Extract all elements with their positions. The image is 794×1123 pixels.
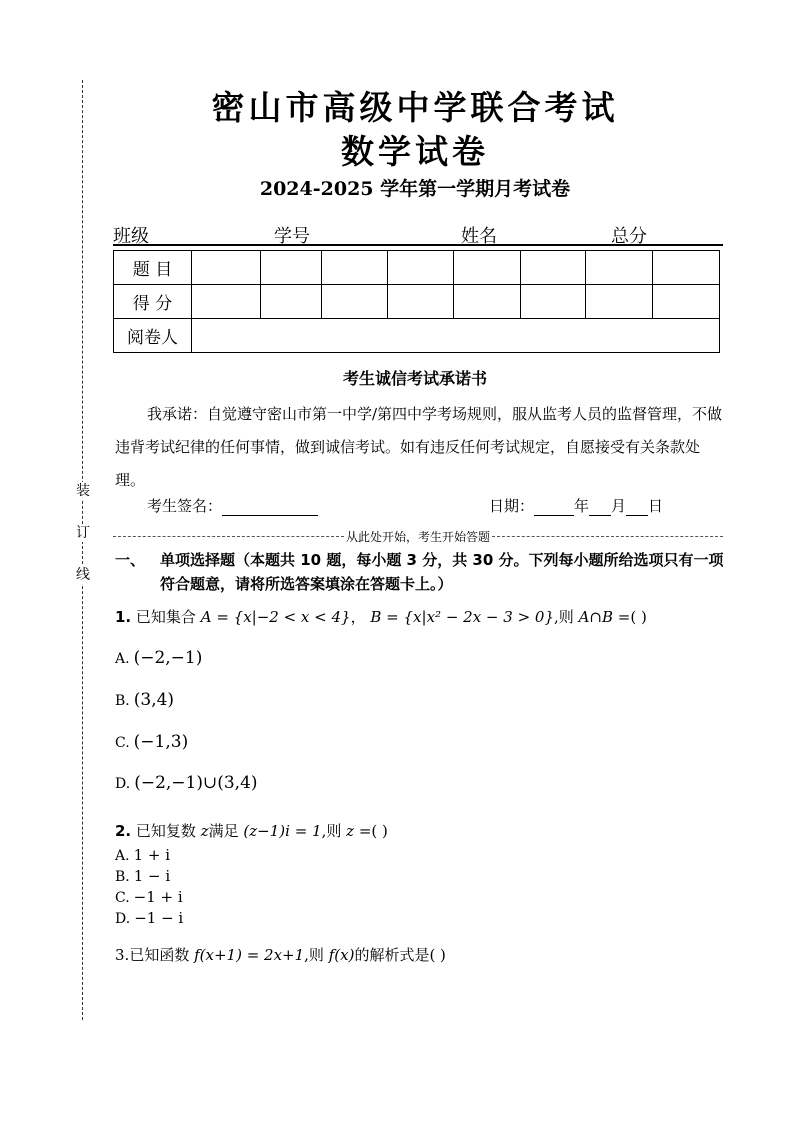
question-3 bbox=[115, 944, 446, 965]
signature-field bbox=[147, 495, 318, 516]
option-label: A. bbox=[115, 848, 130, 864]
grader-cell bbox=[192, 319, 720, 353]
year-blank bbox=[534, 499, 574, 516]
name-label: 姓名 bbox=[461, 226, 497, 247]
question-2 bbox=[115, 820, 388, 841]
score-cell bbox=[586, 285, 653, 319]
function-fx: f(x) bbox=[328, 946, 355, 964]
option-label: C. bbox=[115, 735, 130, 751]
option-value: −1 − i bbox=[134, 909, 184, 927]
question-stem-mid: 满足 bbox=[208, 822, 239, 840]
question-stem-post: ,则 bbox=[304, 946, 324, 964]
answer-paren: ( ) bbox=[630, 608, 647, 626]
total-score-label: 总分 bbox=[611, 226, 647, 247]
month-label: 月 bbox=[611, 497, 627, 515]
binding-dashed-line bbox=[82, 80, 83, 1020]
question-stem: 已知函数 bbox=[129, 946, 190, 964]
option-a[interactable] bbox=[115, 648, 202, 668]
option-label: A. bbox=[115, 651, 130, 667]
section-instructions: 单项选择题（本题共 10 题，每小题 3 分，共 30 分。下列每小题所给选项只有一项符合题意，请将所选答案填涂在答题卡上。） bbox=[160, 551, 724, 593]
separator: ， bbox=[350, 608, 366, 626]
month-blank bbox=[589, 499, 611, 516]
question-stem-post: ,则 bbox=[321, 822, 342, 840]
option-b[interactable] bbox=[115, 690, 174, 710]
option-label: D. bbox=[115, 776, 131, 792]
binding-char-zhuang: 装 bbox=[76, 483, 90, 499]
score-cell bbox=[521, 285, 586, 319]
score-cell bbox=[454, 285, 521, 319]
score-cell bbox=[653, 251, 720, 285]
option-d[interactable] bbox=[115, 773, 258, 793]
option-label: D. bbox=[115, 911, 131, 927]
score-cell bbox=[261, 285, 322, 319]
row-label-question: 题 目 bbox=[114, 251, 192, 285]
score-cell bbox=[322, 285, 388, 319]
exam-subtitle: 2024-2025 学年第一学期月考试卷 bbox=[259, 178, 571, 200]
option-value: (−2,−1)∪(3,4) bbox=[134, 773, 258, 793]
option-value: 1 + i bbox=[133, 846, 171, 864]
score-cell bbox=[388, 251, 454, 285]
variable-z: z bbox=[200, 822, 209, 840]
function-equation: f(x+1) = 2x+1 bbox=[194, 946, 305, 964]
day-blank bbox=[626, 499, 648, 516]
score-table-row bbox=[114, 251, 720, 285]
score-table-row bbox=[114, 319, 720, 353]
student-id-label: 学号 bbox=[274, 226, 310, 247]
section-number: 一、 bbox=[115, 551, 146, 569]
date-field bbox=[489, 495, 663, 516]
row-label-score: 得 分 bbox=[114, 285, 192, 319]
score-cell bbox=[521, 251, 586, 285]
divider-dash-right bbox=[492, 536, 723, 537]
score-cell bbox=[454, 251, 521, 285]
option-c[interactable] bbox=[115, 732, 188, 752]
promise-title: 考生诚信考试承诺书 bbox=[342, 369, 487, 388]
score-cell bbox=[388, 285, 454, 319]
z-equals: z = bbox=[346, 822, 372, 840]
question-stem: 已知集合 bbox=[135, 608, 196, 626]
question-number: 3. bbox=[115, 946, 130, 964]
question-1 bbox=[115, 606, 647, 627]
binding-char-xian: 线 bbox=[76, 567, 90, 583]
score-cell bbox=[192, 251, 261, 285]
score-cell bbox=[322, 251, 388, 285]
option-label: B. bbox=[115, 869, 130, 885]
signature-label: 考生签名： bbox=[147, 497, 223, 515]
divider-dash-left bbox=[113, 536, 344, 537]
option-d[interactable] bbox=[115, 909, 183, 927]
date-label: 日期： bbox=[489, 497, 535, 515]
set-a-formula: A = {x|−2 < x < 4} bbox=[200, 608, 351, 626]
score-cell bbox=[586, 251, 653, 285]
answer-paren: ( ) bbox=[371, 822, 388, 840]
answer-start-divider bbox=[113, 528, 723, 545]
day-label: 日 bbox=[648, 497, 664, 515]
question-stem-post: ,则 bbox=[554, 608, 574, 626]
option-label: C. bbox=[115, 890, 130, 906]
signature-blank bbox=[222, 499, 318, 516]
set-b-formula: B = {x|x² − 2x − 3 > 0} bbox=[370, 608, 554, 626]
score-cell bbox=[261, 251, 322, 285]
exam-title-line2: 数学试卷 bbox=[341, 132, 489, 171]
question-number: 1. bbox=[115, 608, 132, 626]
question-stem-end: 的解析式是( ) bbox=[354, 946, 446, 964]
option-label: B. bbox=[115, 693, 130, 709]
option-value: (−2,−1) bbox=[133, 648, 203, 668]
option-value: (−1,3) bbox=[133, 732, 189, 752]
option-c[interactable] bbox=[115, 888, 183, 906]
row-label-grader: 阅卷人 bbox=[114, 319, 192, 353]
year-label: 年 bbox=[574, 497, 590, 515]
question-number: 2. bbox=[115, 822, 132, 840]
promise-body: 我承诺：自觉遵守密山市第一中学/第四中学考场规则，服从监考人员的监督管理，不做违背考试纪律的任何事情，做到诚信考试。如有违反任何考试规定，自愿接受有关条款处理。 bbox=[115, 405, 723, 489]
section-heading bbox=[115, 548, 725, 596]
class-label: 班级 bbox=[113, 226, 149, 247]
option-value: (3,4) bbox=[133, 690, 175, 710]
question-stem: 已知复数 bbox=[135, 822, 196, 840]
score-cell bbox=[653, 285, 720, 319]
score-table-row bbox=[114, 285, 720, 319]
score-table bbox=[113, 250, 720, 353]
option-a[interactable] bbox=[115, 846, 170, 864]
option-b[interactable] bbox=[115, 867, 170, 885]
binding-char-ding: 订 bbox=[76, 525, 90, 541]
complex-equation: (z−1)i = 1 bbox=[243, 822, 322, 840]
student-info-row bbox=[113, 222, 723, 246]
option-value: 1 − i bbox=[133, 867, 171, 885]
intersection-formula: A∩B = bbox=[578, 608, 631, 626]
option-value: −1 + i bbox=[133, 888, 183, 906]
exam-title-line1: 密山市高级中学联合考试 bbox=[211, 88, 619, 127]
divider-text: 从此处开始，考生开始答题 bbox=[346, 530, 491, 544]
score-cell bbox=[192, 285, 261, 319]
